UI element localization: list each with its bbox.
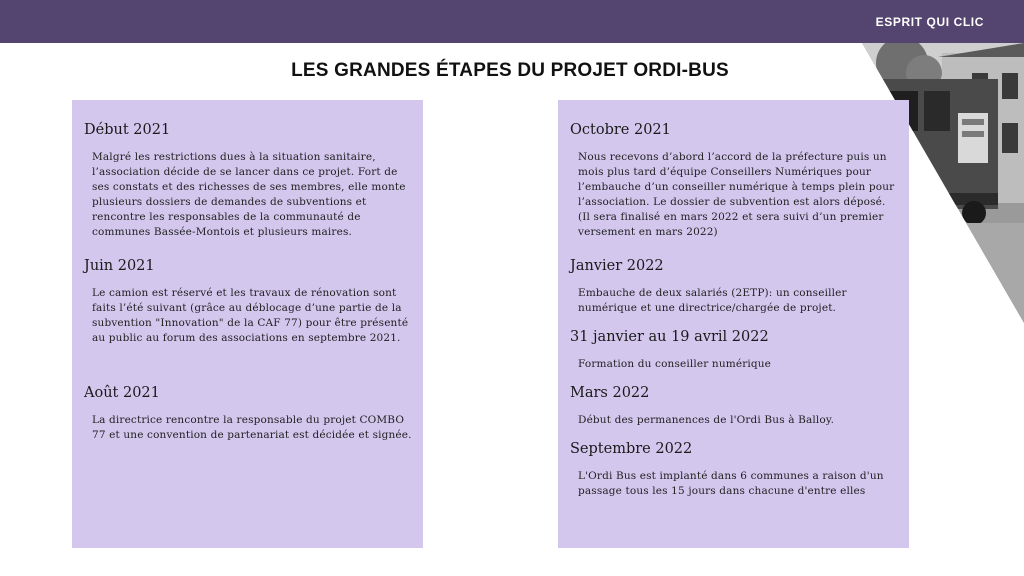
header-bar	[0, 0, 1024, 43]
entry-text: Embauche de deux salariés (2ETP): un conseiller numérique et une directrice/chargée de projet.	[578, 287, 847, 314]
entry-text: Malgré les restrictions dues à la situation sanitaire, l’association décide de se lancer dans ce projet. Fort de ses constats et des richesses de ses membres, elle monte plusieurs dossiers de demandes de subventions et rencontre les responsables de la communauté de communes Bassée-Montois et plusieurs maires.	[92, 151, 406, 238]
timeline-entry	[72, 258, 423, 346]
entry-text: La directrice rencontre la responsable du projet COMBO 77 et une convention de partenariat est décidée et signée.	[92, 414, 412, 441]
entry-date: Mars 2022	[570, 385, 650, 401]
timeline-entry	[558, 329, 909, 372]
timeline-card-right	[558, 100, 909, 548]
entry-text: Le camion est réservé et les travaux de rénovation sont faits l’été suivant (grâce au déblocage d’une partie de la subvention "Innovation" de la CAF 77) pour être présenté au public au forum des associations en septembre 2021.	[92, 287, 409, 344]
entry-date: Octobre 2021	[570, 122, 671, 138]
entry-text: L'Ordi Bus est implanté dans 6 communes a raison d'un passage tous les 15 jours dans chacune d'entre elles	[578, 470, 884, 497]
entry-text: Nous recevons d’abord l’accord de la préfecture puis un mois plus tard d’équipe Conseillers Numériques pour l’embauche d’un conseiller numérique à temps plein pour l’association. Le dossier de subvention est alors déposé. (Il sera finalisé en mars 2022 et sera suivi d’un premier versement en mars 2022)	[578, 151, 895, 238]
timeline-entry	[558, 122, 909, 240]
page-title: LES GRANDES ÉTAPES DU PROJET ORDI-BUS	[291, 60, 729, 81]
entry-date: 31 janvier au 19 avril 2022	[570, 329, 769, 345]
timeline-entry	[72, 385, 423, 443]
timeline-entry	[72, 122, 423, 240]
timeline-card-left	[72, 100, 423, 548]
entry-date: Septembre 2022	[570, 441, 693, 457]
entry-date: Janvier 2022	[570, 258, 664, 274]
timeline-entry	[558, 441, 909, 499]
entry-text: Début des permanences de l'Ordi Bus à Balloy.	[578, 414, 835, 426]
timeline-entry	[558, 258, 909, 316]
entry-date: Août 2021	[84, 385, 160, 401]
brand-label: ESPRIT QUI CLIC	[875, 15, 984, 29]
entry-date: Juin 2021	[84, 258, 155, 274]
entry-text: Formation du conseiller numérique	[578, 358, 772, 370]
timeline-entry	[558, 385, 909, 428]
entry-date: Début 2021	[84, 122, 171, 138]
